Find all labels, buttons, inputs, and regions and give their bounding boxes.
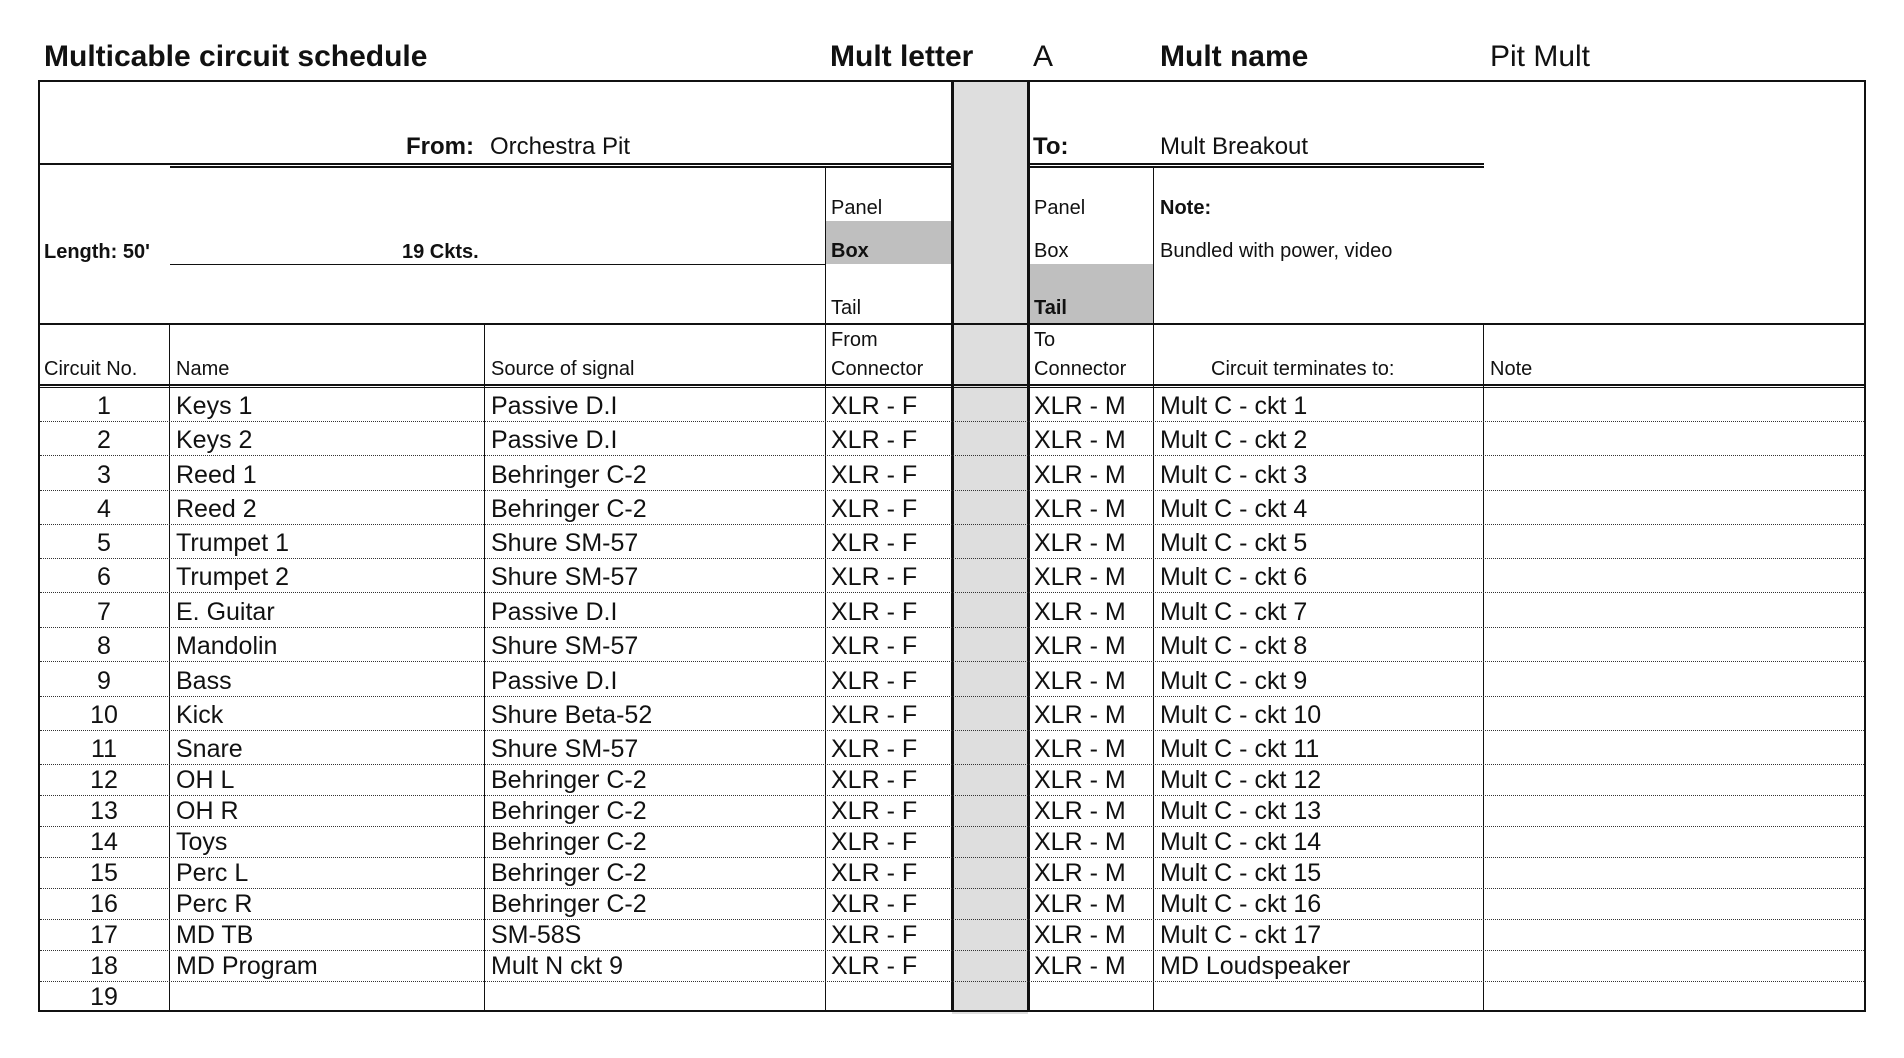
from-option-box[interactable]: Box <box>831 240 869 262</box>
to-connector[interactable]: XLR - M <box>1034 426 1126 454</box>
circuit-name[interactable]: Keys 1 <box>176 392 253 420</box>
rule <box>1028 166 1484 168</box>
to-option-box[interactable]: Box <box>1034 240 1069 262</box>
rule <box>1483 323 1484 1012</box>
circuit-name[interactable]: Snare <box>176 735 243 763</box>
row-separator <box>40 950 1864 951</box>
to-value[interactable]: Mult Breakout <box>1160 133 1309 160</box>
to-connector[interactable]: XLR - M <box>1034 890 1126 918</box>
circuit-terminates[interactable]: Mult C - ckt 15 <box>1160 859 1322 887</box>
from-connector[interactable]: XLR - F <box>831 563 918 591</box>
mult-letter-label: Mult letter <box>830 40 974 73</box>
mult-letter-value[interactable]: A <box>1033 40 1054 73</box>
col-header-to-connector-line2: Connector <box>1034 358 1127 380</box>
row-separator <box>40 627 1864 628</box>
signal-source[interactable]: Behringer C-2 <box>491 890 647 918</box>
signal-source[interactable]: Passive D.I <box>491 598 618 626</box>
from-connector[interactable]: XLR - F <box>831 392 918 420</box>
circuit-name[interactable]: MD Program <box>176 952 318 980</box>
circuit-terminates[interactable]: Mult C - ckt 2 <box>1160 426 1308 454</box>
circuit-terminates[interactable]: Mult C - ckt 10 <box>1160 701 1322 729</box>
from-connector[interactable]: XLR - F <box>831 921 918 949</box>
signal-source[interactable]: Passive D.I <box>491 392 618 420</box>
from-connector[interactable]: XLR - F <box>831 529 918 557</box>
circuit-terminates[interactable]: Mult C - ckt 4 <box>1160 495 1308 523</box>
to-connector[interactable]: XLR - M <box>1034 598 1126 626</box>
circuit-name[interactable]: Trumpet 1 <box>176 529 290 557</box>
circuit-name[interactable]: Toys <box>176 828 228 856</box>
to-connector[interactable]: XLR - M <box>1034 563 1126 591</box>
from-label: From: <box>406 133 474 160</box>
circuit-name[interactable]: Bass <box>176 667 232 695</box>
from-connector[interactable]: XLR - F <box>831 952 918 980</box>
col-header-source: Source of signal <box>491 358 635 380</box>
mult-name-label: Mult name <box>1160 40 1309 73</box>
from-connector[interactable]: XLR - F <box>831 461 918 489</box>
rule <box>825 166 826 1012</box>
circuit-number[interactable]: 9 <box>97 667 111 695</box>
circuit-count[interactable]: 19 Ckts. <box>402 241 479 263</box>
circuit-terminates[interactable]: Mult C - ckt 16 <box>1160 890 1322 918</box>
circuit-number[interactable]: 14 <box>90 828 118 856</box>
from-connector[interactable]: XLR - F <box>831 667 918 695</box>
col-header-from-connector-line2: Connector <box>831 358 924 380</box>
mult-name-value[interactable]: Pit Mult <box>1490 40 1591 73</box>
row-separator <box>40 888 1864 889</box>
to-connector[interactable]: XLR - M <box>1034 529 1126 557</box>
col-header-note: Note <box>1490 358 1533 380</box>
from-connector[interactable]: XLR - F <box>831 828 918 856</box>
row-separator <box>40 524 1864 525</box>
circuit-terminates[interactable]: Mult C - ckt 17 <box>1160 921 1322 949</box>
to-connector[interactable]: XLR - M <box>1034 859 1126 887</box>
from-connector[interactable]: XLR - F <box>831 735 918 763</box>
circuit-name[interactable]: Keys 2 <box>176 426 253 454</box>
row-separator <box>40 421 1864 422</box>
circuit-name[interactable]: Perc L <box>176 859 249 887</box>
col-header-to-connector-line1: To <box>1034 329 1056 351</box>
row-separator <box>40 764 1864 765</box>
note-label: Note: <box>1160 197 1212 219</box>
circuit-number[interactable]: 12 <box>90 766 118 794</box>
row-separator <box>40 919 1864 920</box>
rule <box>38 163 952 165</box>
to-connector[interactable]: XLR - M <box>1034 766 1126 794</box>
row-separator <box>40 592 1864 593</box>
from-connector[interactable]: XLR - F <box>831 632 918 660</box>
circuit-number[interactable]: 15 <box>90 859 118 887</box>
circuit-name[interactable]: OH L <box>176 766 235 794</box>
rule <box>170 166 952 168</box>
circuit-number[interactable]: 17 <box>90 921 118 949</box>
note-value[interactable]: Bundled with power, video <box>1160 240 1393 262</box>
from-value[interactable]: Orchestra Pit <box>490 133 631 160</box>
circuit-terminates[interactable]: Mult C - ckt 1 <box>1160 392 1308 420</box>
to-option-tail[interactable]: Tail <box>1034 297 1067 319</box>
row-separator <box>40 661 1864 662</box>
rule <box>1027 80 1030 1012</box>
circuit-terminates[interactable]: MD Loudspeaker <box>1160 952 1351 980</box>
signal-source[interactable]: Behringer C-2 <box>491 461 647 489</box>
circuit-number[interactable]: 13 <box>90 797 118 825</box>
from-connector[interactable]: XLR - F <box>831 859 918 887</box>
circuit-number[interactable]: 8 <box>97 632 111 660</box>
circuit-name[interactable]: Kick <box>176 701 224 729</box>
circuit-number[interactable]: 10 <box>90 701 118 729</box>
circuit-name[interactable]: OH R <box>176 797 239 825</box>
circuit-number[interactable]: 6 <box>97 563 111 591</box>
rule <box>1028 163 1484 165</box>
circuit-name[interactable]: Trumpet 2 <box>176 563 290 591</box>
circuit-number[interactable]: 16 <box>90 890 118 918</box>
from-connector[interactable]: XLR - F <box>831 890 918 918</box>
signal-source[interactable]: Shure SM-57 <box>491 563 639 591</box>
signal-source[interactable]: Shure SM-57 <box>491 529 639 557</box>
signal-source[interactable]: Shure SM-57 <box>491 632 639 660</box>
to-connector[interactable]: XLR - M <box>1034 828 1126 856</box>
circuit-terminates[interactable]: Mult C - ckt 14 <box>1160 828 1322 856</box>
signal-source[interactable]: Shure Beta-52 <box>491 701 653 729</box>
row-separator <box>40 826 1864 827</box>
circuit-name[interactable]: MD TB <box>176 921 254 949</box>
to-connector[interactable]: XLR - M <box>1034 735 1126 763</box>
circuit-number[interactable]: 2 <box>97 426 111 454</box>
from-connector[interactable]: XLR - F <box>831 766 918 794</box>
rule <box>1153 166 1154 1012</box>
circuit-terminates[interactable]: Mult C - ckt 9 <box>1160 667 1308 695</box>
col-header-terminates: Circuit terminates to: <box>1211 358 1395 380</box>
circuit-terminates[interactable]: Mult C - ckt 11 <box>1160 735 1320 763</box>
from-option-panel[interactable]: Panel <box>831 197 883 219</box>
to-connector[interactable]: XLR - M <box>1034 632 1126 660</box>
length-value[interactable]: Length: 50' <box>44 241 150 263</box>
signal-source[interactable]: Mult N ckt 9 <box>491 952 623 980</box>
to-connector[interactable]: XLR - M <box>1034 461 1126 489</box>
circuit-terminates[interactable]: Mult C - ckt 5 <box>1160 529 1308 557</box>
row-separator <box>40 730 1864 731</box>
to-connector[interactable]: XLR - M <box>1034 921 1126 949</box>
row-separator <box>40 455 1864 456</box>
to-connector[interactable]: XLR - M <box>1034 495 1126 523</box>
to-connector[interactable]: XLR - M <box>1034 701 1126 729</box>
circuit-terminates[interactable]: Mult C - ckt 7 <box>1160 598 1308 626</box>
page-title: Multicable circuit schedule <box>44 40 428 73</box>
signal-source[interactable]: Passive D.I <box>491 667 618 695</box>
rule <box>951 80 954 1012</box>
row-separator <box>40 795 1864 796</box>
signal-source[interactable]: Behringer C-2 <box>491 828 647 856</box>
circuit-number[interactable]: 3 <box>97 461 111 489</box>
from-connector[interactable]: XLR - F <box>831 426 918 454</box>
circuit-terminates[interactable]: Mult C - ckt 3 <box>1160 461 1308 489</box>
circuit-number[interactable]: 5 <box>97 529 111 557</box>
circuit-terminates[interactable]: Mult C - ckt 6 <box>1160 563 1308 591</box>
circuit-name[interactable]: E. Guitar <box>176 598 275 626</box>
to-label: To: <box>1033 133 1069 160</box>
signal-source[interactable]: Behringer C-2 <box>491 859 647 887</box>
to-connector[interactable]: XLR - M <box>1034 392 1126 420</box>
circuit-number[interactable]: 18 <box>90 952 118 980</box>
from-connector[interactable]: XLR - F <box>831 495 918 523</box>
circuit-number[interactable]: 1 <box>97 392 111 420</box>
row-separator <box>40 490 1864 491</box>
circuit-terminates[interactable]: Mult C - ckt 13 <box>1160 797 1322 825</box>
circuit-terminates[interactable]: Mult C - ckt 12 <box>1160 766 1322 794</box>
to-option-panel[interactable]: Panel <box>1034 197 1086 219</box>
col-header-circuit-no: Circuit No. <box>44 358 138 380</box>
circuit-name[interactable]: Reed 1 <box>176 461 257 489</box>
to-connector[interactable]: XLR - M <box>1034 952 1126 980</box>
signal-source[interactable]: SM-58S <box>491 921 582 949</box>
row-separator <box>40 857 1864 858</box>
rule <box>169 323 170 1012</box>
col-header-name: Name <box>176 358 230 380</box>
rule <box>170 264 826 265</box>
circuit-name[interactable]: Reed 2 <box>176 495 257 523</box>
from-connector[interactable]: XLR - F <box>831 598 918 626</box>
circuit-number[interactable]: 7 <box>97 598 111 626</box>
signal-source[interactable]: Passive D.I <box>491 426 618 454</box>
row-separator <box>40 981 1864 982</box>
signal-source[interactable]: Shure SM-57 <box>491 735 639 763</box>
from-connector[interactable]: XLR - F <box>831 701 918 729</box>
rule <box>484 323 485 1012</box>
circuit-name[interactable]: Perc R <box>176 890 253 918</box>
from-option-tail[interactable]: Tail <box>831 297 862 319</box>
signal-source[interactable]: Behringer C-2 <box>491 797 647 825</box>
signal-source[interactable]: Behringer C-2 <box>491 495 647 523</box>
circuit-terminates[interactable]: Mult C - ckt 8 <box>1160 632 1308 660</box>
row-separator <box>40 558 1864 559</box>
from-connector[interactable]: XLR - F <box>831 797 918 825</box>
circuit-name[interactable]: Mandolin <box>176 632 278 660</box>
to-connector[interactable]: XLR - M <box>1034 667 1126 695</box>
circuit-number[interactable]: 19 <box>90 983 118 1011</box>
to-connector[interactable]: XLR - M <box>1034 797 1126 825</box>
circuit-number[interactable]: 11 <box>91 735 117 763</box>
col-header-from-connector-line1: From <box>831 329 878 351</box>
signal-source[interactable]: Behringer C-2 <box>491 766 647 794</box>
row-separator <box>40 696 1864 697</box>
circuit-number[interactable]: 4 <box>97 495 111 523</box>
